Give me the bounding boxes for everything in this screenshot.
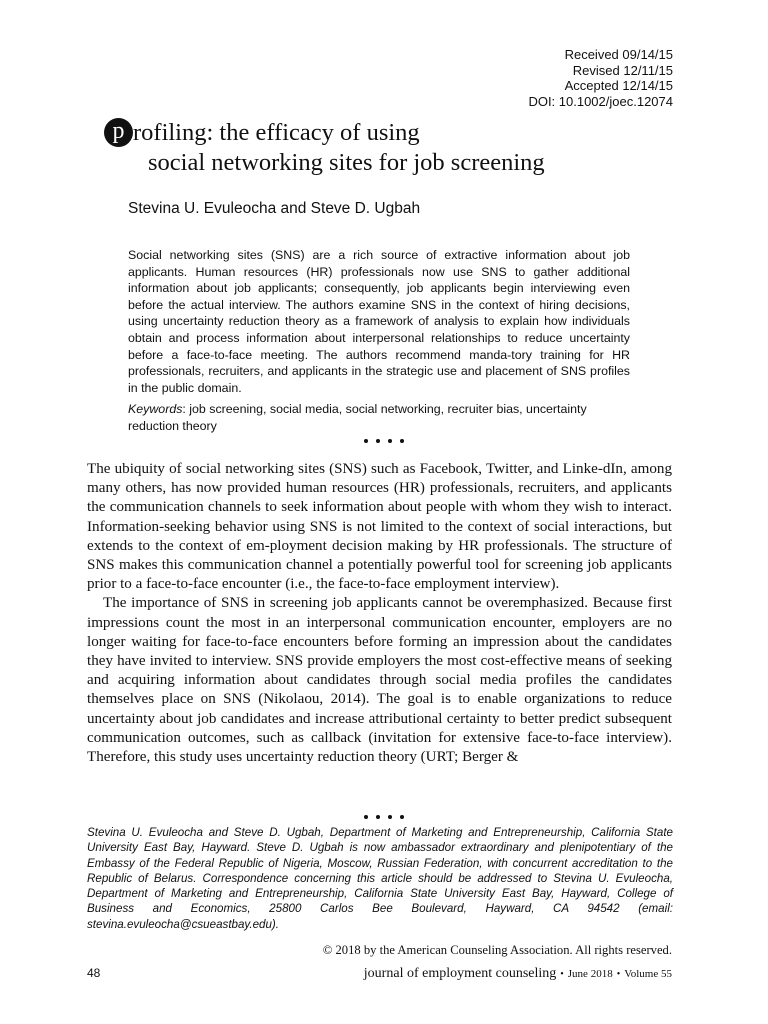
journal-footer (364, 964, 672, 982)
copyright: © 2018 by the American Counseling Association. All rights reserved. (322, 943, 672, 957)
footer-separator-1: • (560, 969, 564, 980)
footnote-divider (0, 811, 768, 823)
volume: Volume 55 (624, 968, 672, 980)
section-divider (0, 435, 768, 447)
footer-separator-2: • (616, 969, 621, 980)
abstract: Social networking sites (SNS) are a rich source of extractive information about job applicants. Human resources (HR) professionals now use SNS to gather additional information about job applicants; consequently, job applicants begin interviewing even before the actual interview. The authors examine SNS in the context of hiring decisions, using uncertainty reduction theory as a framework of analysis to explain how individuals obtain and process information about interpersonal relationships to reduce uncertainty before a face-to-face meeting. The authors recommend manda-tory training for HR professionals, recruiters, and applicants in the strategic use and placement of SNS profiles in the public domain. (128, 248, 630, 395)
page-number: 48 (87, 966, 101, 980)
body-paragraph-2: The importance of SNS in screening job applicants cannot be overemphasized. Because first impressions count the most in an interpersonal communication encounter, employers are no longer waiting for face-to-face encounters before forming an impression about the candidates they have invited to interview. SNS provide employers the most cost-effective means of seeking and acquiring information about candidates through social media profiles the candidates themselves place on SNS (Nikolaou, 2014). The goal is to enable organizations to reduce uncertainty about job candidates and increase attributional certainty to better predict subsequent communication outcomes, such as callback (invitation for extensive face-to-face interview). Therefore, this study uses uncertainty reduction theory (URT; Berger & (87, 595, 672, 766)
journal-name: journal of employment counseling (363, 966, 557, 981)
issue-date: June 2018 (567, 968, 613, 980)
keywords-label: Keywords (128, 402, 183, 416)
title-line-1 (104, 118, 664, 148)
body-text (87, 460, 672, 767)
authors: Stevina U. Evuleocha and Steve D. Ugbah (128, 200, 421, 217)
title-line-2: social networking sites for job screening (148, 149, 545, 176)
received-date: Received 09/14/15 (564, 47, 673, 62)
title-line-1-text: rofiling: the efficacy of using (133, 119, 420, 146)
article-title (104, 118, 664, 178)
article-history (528, 47, 673, 109)
accepted-date: Accepted 12/14/15 (564, 78, 673, 93)
revised-date: Revised 12/11/15 (572, 62, 673, 78)
keywords-text: : job screening, social media, social networking, recruiter bias, uncertainty reduction theory (128, 402, 587, 433)
body-paragraph-1: The ubiquity of social networking sites (SNS) such as Facebook, Twitter, and Linke-dIn, among many others, has now provided human resources (HR) professionals, recruiters, and applicants the communication channels to seek information about people with whom they wish to interact. Information-seeking behavior using SNS is not limited to the context of social interactions, but extends to the context of em-ployment decision making by HR professionals. The structure of SNS makes this communication channel a potentially powerful tool for screening job applicants prior to a face-to-face encounter (i.e., the face-to-face employment interview). (87, 461, 672, 593)
keywords (128, 401, 630, 434)
author-footnote: Stevina U. Evuleocha and Steve D. Ugbah, Department of Marketing and Entrepreneurship, California State University East Bay, Hayward. Steve D. Ugbah is now ambassador extraordinary and plenipotentiary of the Embassy of the Federal Republic of Nigeria, Moscow, Russian Federation, with concurrent accreditation to the Republic of Belarus. Correspondence concerning this article should be addressed to Stevina U. Evuleocha, Department of Marketing and Entrepreneurship, California State University East Bay, Hayward, College of Business and Economics, 25800 Carlos Bee Boulevard, Hayward, CA 94542 (email: stevina.evuleocha@csueastbay.edu). (87, 826, 673, 931)
dropcap: p (104, 118, 133, 147)
doi: DOI: 10.1002/joec.12074 (528, 93, 673, 109)
